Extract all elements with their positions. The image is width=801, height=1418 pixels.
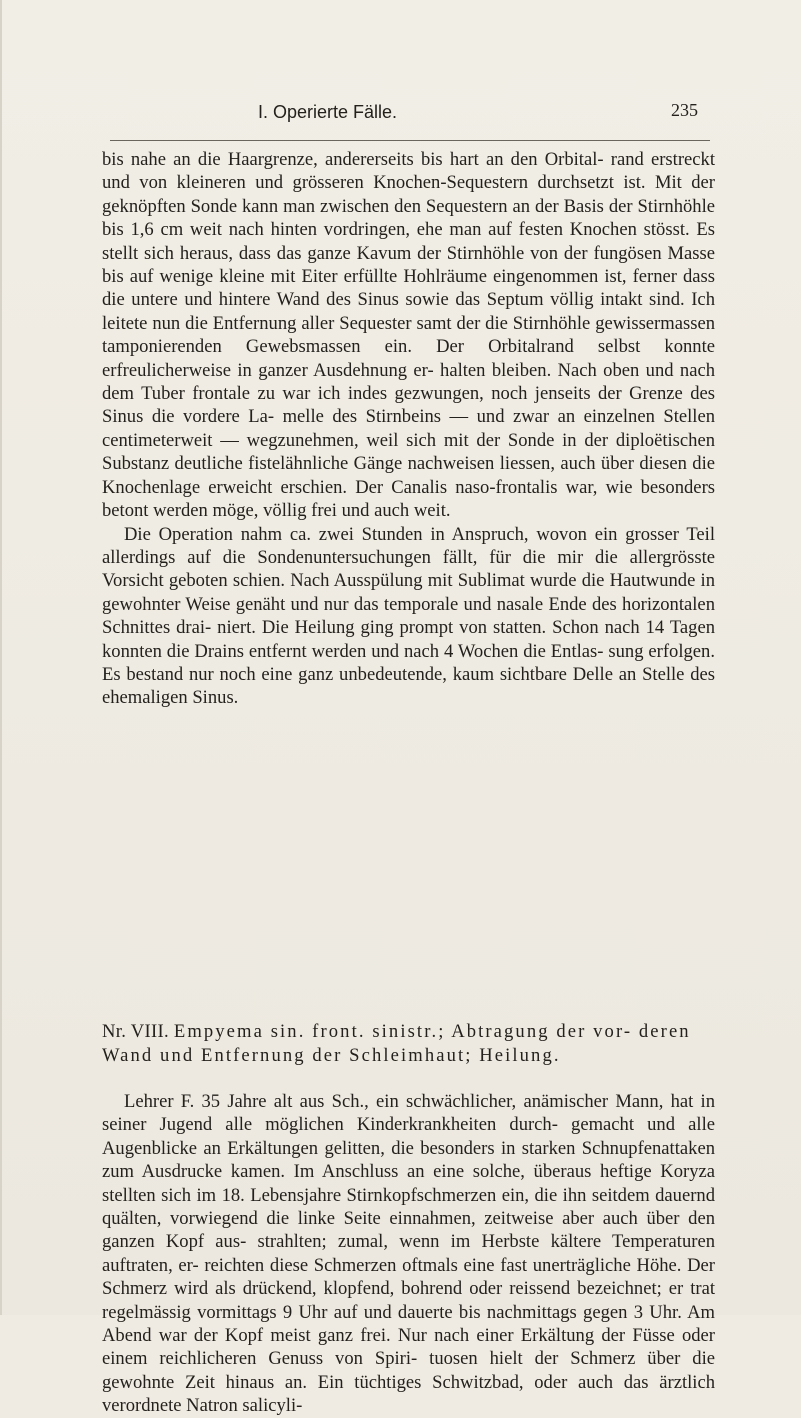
case-number: Nr. VIII. bbox=[102, 1021, 169, 1042]
paragraph-case-history: Lehrer F. 35 Jahre alt aus Sch., ein schwächlicher, anämischer Mann, hat in seiner Jugend alle möglichen Kinderkrankheiten durch- gemacht und alle Augenblicke an Erkältungen gelitten, die besonders in starken Schnupfenattaken zum Ausdrucke kamen. Im Anschluss an eine solche, überaus heftige Koryza stellten sich im 18. Lebensjahre Stirnkopfschmerzen ein, die ihn seitdem dauernd quälten, vorwiegend die linke Seite einnahmen, zeitweise aber auch über den ganzen Kopf aus- strahlten; zumal, wenn im Herbste kältere Temperaturen auftraten, er- reichten diese Schmerzen oftmals eine fast unerträgliche Höhe. Der Schmerz wird als drückend, klopfend, bohrend oder reissend bezeichnet; er trat regelmässig vormittags 9 Uhr auf und dauerte bis nachmittags gegen 3 Uhr. Am Abend war der Kopf meist ganz frei. Nur nach einer Erkältung der Füsse oder einem reichlicheren Genuss von Spiri- tuosen hielt der Schmerz über die gewohnte Zeit hinaus an. Ein tüchtiges Schwitzbad, oder auch das ärztlich verordnete Natron salicyli- bbox=[102, 1091, 715, 1417]
case-title: Empyema sin. front. sinistr.; Abtragung der vor- deren Wand und Entfernung der Schleimhaut; Heilung. bbox=[102, 1021, 691, 1066]
page-edge bbox=[0, 0, 2, 1315]
page-header bbox=[258, 96, 698, 136]
running-title: I. Operierte Fälle. bbox=[258, 102, 398, 122]
header-rule bbox=[110, 140, 710, 141]
paragraph-operation: Die Operation nahm ca. zwei Stunden in Anspruch, wovon ein grosser Teil allerdings auf die Sondenuntersuchungen fällt, für die mir die allergrösste Vorsicht geboten schien. Nach Ausspülung mit Sublimat wurde die Hautwunde in gewohnter Weise genäht und nur das temporale und nasale Ende des horizontalen Schnittes drai- niert. Die Heilung ging prompt von statten. Schon nach 14 Tagen konnten die Drains entfernt werden und nach 4 Wochen die Entlas- sung erfolgen. Es bestand nur noch eine ganz unbedeutende, kaum sichtbare Delle an Stelle des ehemaligen Sinus. bbox=[102, 523, 715, 709]
page-number: 235 bbox=[671, 100, 698, 120]
text-block-continued bbox=[102, 148, 715, 710]
paragraph-continued: bis nahe an die Haargrenze, andererseits bis hart an den Orbital- rand erstreckt und von kleineren und grösseren Knochen-Sequestern durchsetzt ist. Mit der geknöpften Sonde kann man zwischen den Sequestern an der Basis der Stirnhöhle bis 1,6 cm weit nach hinten vordringen, ehe man auf festen Knochen stösst. Es stellt sich heraus, dass das ganze Kavum der Stirnhöhle von der fungösen Masse bis auf wenige kleine mit Eiter erfüllte Hohlräume eingenommen ist, ferner dass die untere und hintere Wand des Sinus sowie das Septum völlig intakt sind. Ich leitete nun die Entfernung aller Sequester samt der die Stirnhöhle gewissermassen tamponierenden Gewebsmassen ein. Der Orbitalrand selbst konnte erfreulicherweise in ganzer Ausdehnung er- halten bleiben. Nach oben und nach dem Tuber frontale zu war ich indes gezwungen, noch jenseits der Grenze des Sinus die vordere La- melle des Stirnbeins — und zwar an einzelnen Stellen centimeterweit — wegzunehmen, weil sich mit der Sonde in der diploëtischen Substanz deutliche fistelähnliche Gänge nachweisen liessen, auch über diesen die Knochenlage erweicht erschien. Der Canalis naso-frontalis war, wie besonders betont werden möge, völlig frei und auch weit. bbox=[102, 149, 715, 522]
case-heading bbox=[102, 1020, 715, 1068]
text-block-case bbox=[102, 1090, 715, 1418]
